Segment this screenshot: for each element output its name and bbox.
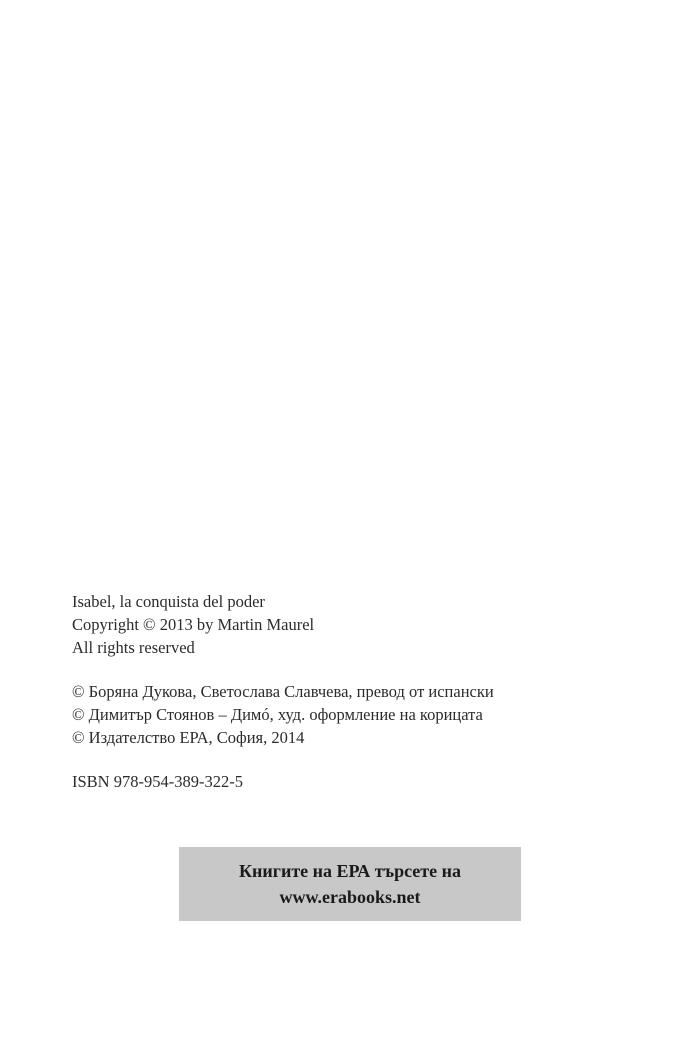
isbn-number: ISBN 978-954-389-322-5 [72, 772, 243, 791]
credits-group [72, 680, 632, 749]
original-title-group [72, 590, 632, 659]
rights-reserved: All rights reserved [72, 638, 195, 657]
cover-design-credit: © Димитър Стоянов – Димó, худ. оформление на корицата [72, 705, 483, 724]
promo-url[interactable]: www.erabooks.net [279, 887, 421, 907]
promo-box [179, 847, 521, 921]
publisher-credit: © Издателство ЕРА, София, 2014 [72, 728, 305, 747]
promo-text: Книгите на ЕРА търсете на [239, 861, 461, 881]
copyright-block [72, 590, 632, 793]
isbn-group [72, 770, 632, 793]
translation-credit: © Боряна Дукова, Светослава Славчева, превод от испански [72, 682, 494, 701]
original-title: Isabel, la conquista del poder [72, 592, 265, 611]
original-copyright: Copyright © 2013 by Martin Maurel [72, 615, 315, 634]
